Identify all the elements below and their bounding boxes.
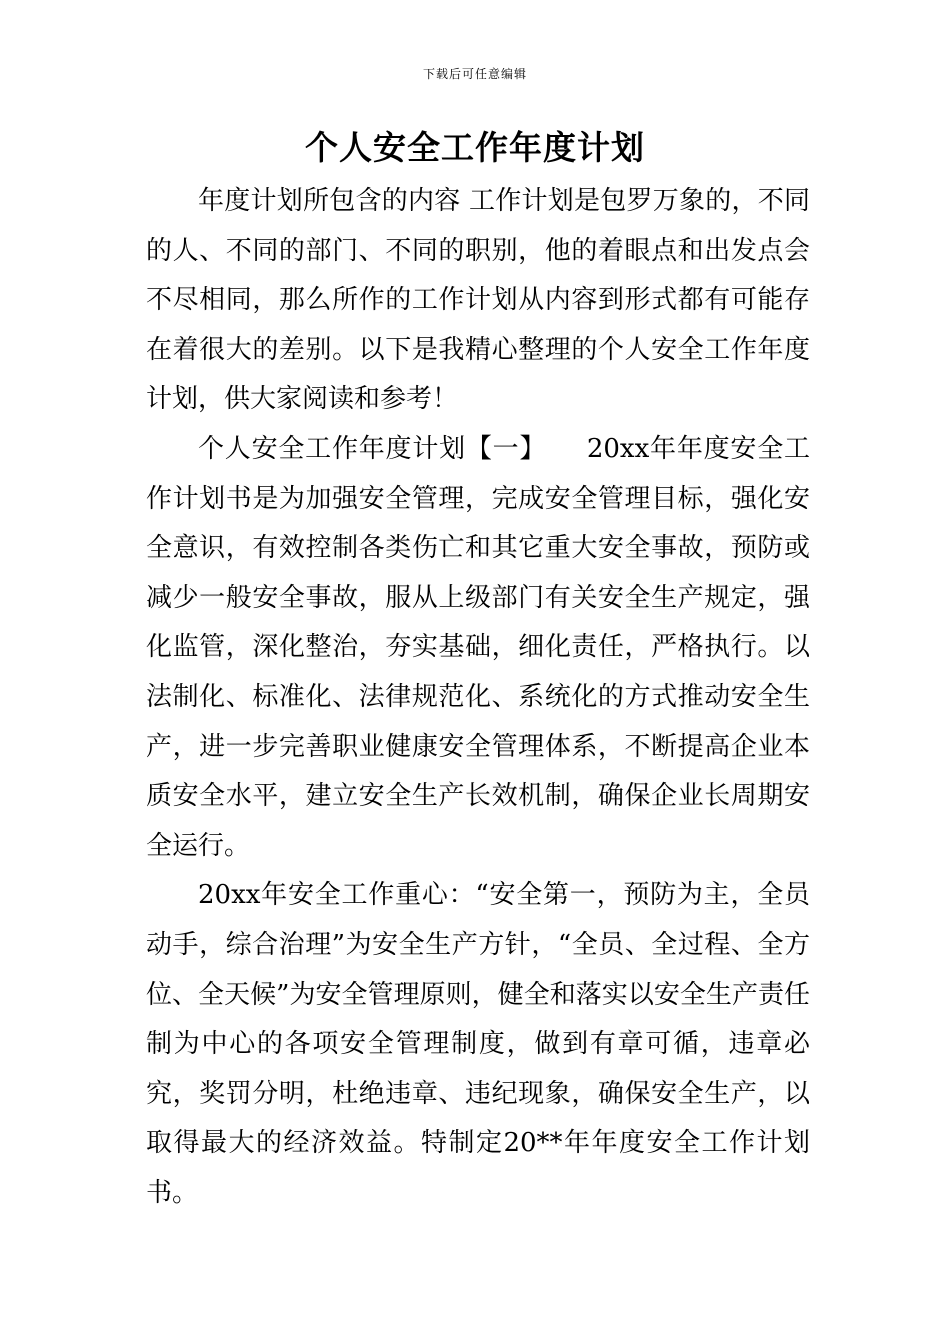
paragraph-intro: 年度计划所包含的内容 工作计划是包罗万象的，不同的人、不同的部门、不同的职别，他的着眼点和出发点会不尽相同，那么所作的工作计划从内容到形式都有可能存在着很大的差别。以下是我精心整理的个人安全工作年度计划，供大家阅读和参考！ (146, 186, 810, 415)
header-note: 下载后可任意编辑 (422, 67, 527, 81)
paragraph-safety-focus: 20xx年安全工作重心：“安全第一，预防为主，全员动手，综合治理”为安全生产方针，“全员、全过程、全方位、全天候”为安全管理原则，健全和落实以安全生产责任制为中心的各项安全管理制度，做到有章可循，违章必究，奖罚分明，杜绝违章、违纪现象，确保安全生产，以取得最大的经济效益。特制定20**年年度安全工作计划书。 (146, 880, 810, 1208)
paragraph-plan-one: 个人安全工作年度计划【一】 20xx年年度安全工作计划书是为加强安全管理，完成安全管理目标，强化安全意识，有效控制各类伤亡和其它重大安全事故，预防或减少一般安全事故，服从上级部门有关安全生产规定，强化监管，深化整治，夯实基础，细化责任，严格执行。以法制化、标准化、法律规范化、系统化的方式推动安全生产，进一步完善职业健康安全管理体系，不断提高企业本质安全水平，建立安全生产长效机制，确保企业长周期安全运行。 (146, 433, 810, 861)
document-body (146, 177, 810, 1218)
document-title: 个人安全工作年度计划 (305, 128, 645, 167)
